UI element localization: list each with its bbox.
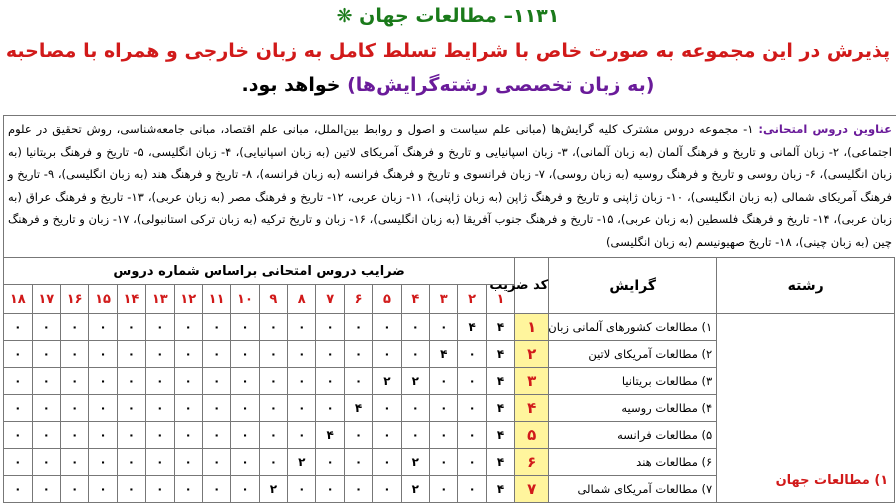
coefficient-cell-7: ۰	[316, 449, 344, 476]
coefficient-cell-11: ۰	[202, 422, 230, 449]
coefficient-cell-4: ۰	[401, 341, 429, 368]
coefficient-cell-2: ۰	[458, 341, 486, 368]
coefficient-cell-15: ۰	[89, 422, 117, 449]
coefficient-code: ۱	[515, 314, 549, 341]
coefficients-table	[3, 257, 895, 503]
coefficient-cell-9: ۰	[259, 395, 287, 422]
coefficient-cell-12: ۰	[174, 449, 202, 476]
coefficient-cell-7: ۰	[316, 314, 344, 341]
coefficient-cell-1: ۴	[486, 314, 514, 341]
coefficient-cell-3: ۰	[430, 395, 458, 422]
header-specialization: گرایش	[549, 258, 717, 314]
coefficient-cell-9: ۰	[259, 422, 287, 449]
coefficient-cell-16: ۰	[60, 341, 88, 368]
coefficient-cell-9: ۰	[259, 368, 287, 395]
coefficient-cell-8: ۰	[288, 341, 316, 368]
coefficient-cell-14: ۰	[117, 422, 145, 449]
coefficient-cell-17: ۰	[32, 422, 60, 449]
coefficient-cell-5: ۰	[373, 314, 401, 341]
coefficient-cell-18: ۰	[4, 341, 33, 368]
coefficient-cell-10: ۰	[231, 341, 259, 368]
coefficient-cell-9: ۰	[259, 449, 287, 476]
coefficient-cell-7: ۰	[316, 395, 344, 422]
coefficient-cell-12: ۰	[174, 341, 202, 368]
course-number-3: ۳	[430, 285, 458, 314]
coefficient-cell-8: ۰	[288, 368, 316, 395]
course-number-16: ۱۶	[60, 285, 88, 314]
coefficient-code: ۴	[515, 395, 549, 422]
admission-note-black: خواهد بود.	[241, 74, 341, 96]
coefficient-cell-6: ۰	[344, 449, 372, 476]
coefficient-cell-7: ۰	[316, 341, 344, 368]
coefficient-code: ۳	[515, 368, 549, 395]
coefficient-cell-2: ۴	[458, 314, 486, 341]
coefficient-cell-18: ۰	[4, 422, 33, 449]
page-title: ۱۱۳۱– مطالعات جهان ❋	[336, 5, 560, 27]
coefficient-cell-5: ۲	[373, 368, 401, 395]
coefficient-cell-11: ۰	[202, 449, 230, 476]
coefficient-cell-4: ۰	[401, 422, 429, 449]
coefficient-cell-11: ۰	[202, 476, 230, 503]
coefficient-cell-12: ۰	[174, 368, 202, 395]
course-number-12: ۱۲	[174, 285, 202, 314]
coefficient-cell-9: ۰	[259, 314, 287, 341]
course-number-8: ۸	[288, 285, 316, 314]
coefficient-cell-12: ۰	[174, 422, 202, 449]
specialization-name: ۲) مطالعات آمریکای لاتین	[549, 341, 717, 368]
specialization-name: ۴) مطالعات روسیه	[549, 395, 717, 422]
coefficient-code: ۶	[515, 449, 549, 476]
course-number-5: ۵	[373, 285, 401, 314]
course-number-7: ۷	[316, 285, 344, 314]
coefficient-cell-6: ۰	[344, 368, 372, 395]
admission-note-purple: (به زبان تخصصی رشته‌گرایش‌ها)	[347, 74, 655, 96]
coefficient-cell-1: ۴	[486, 422, 514, 449]
coefficient-cell-11: ۰	[202, 368, 230, 395]
coefficient-cell-17: ۰	[32, 314, 60, 341]
coefficient-cell-6: ۰	[344, 341, 372, 368]
coefficient-cell-8: ۰	[288, 476, 316, 503]
coefficient-cell-15: ۰	[89, 314, 117, 341]
coefficient-cell-6: ۰	[344, 422, 372, 449]
coefficient-cell-2: ۰	[458, 476, 486, 503]
admission-note	[4, 34, 892, 102]
coefficient-cell-4: ۰	[401, 314, 429, 341]
coefficient-cell-17: ۰	[32, 395, 60, 422]
course-number-6: ۶	[344, 285, 372, 314]
exam-subjects-box	[3, 115, 896, 258]
coefficient-cell-4: ۲	[401, 449, 429, 476]
coefficient-cell-16: ۰	[60, 368, 88, 395]
coefficient-cell-13: ۰	[146, 476, 174, 503]
coefficient-cell-3: ۴	[430, 341, 458, 368]
coefficient-cell-14: ۰	[117, 314, 145, 341]
coefficient-cell-10: ۰	[231, 449, 259, 476]
coefficient-cell-8: ۰	[288, 395, 316, 422]
coefficient-cell-18: ۰	[4, 476, 33, 503]
coefficient-cell-10: ۰	[231, 314, 259, 341]
course-number-14: ۱۴	[117, 285, 145, 314]
coefficient-cell-18: ۰	[4, 449, 33, 476]
table-row	[4, 314, 895, 341]
coefficient-cell-4: ۲	[401, 368, 429, 395]
coefficient-cell-16: ۰	[60, 314, 88, 341]
coefficient-cell-13: ۰	[146, 395, 174, 422]
coefficient-code: ۲	[515, 341, 549, 368]
coefficient-cell-13: ۰	[146, 449, 174, 476]
coefficient-cell-1: ۴	[486, 449, 514, 476]
course-number-13: ۱۳	[146, 285, 174, 314]
table-body	[4, 314, 895, 503]
coefficient-cell-14: ۰	[117, 368, 145, 395]
course-number-1: ۱	[486, 285, 514, 314]
coefficient-cell-2: ۰	[458, 368, 486, 395]
coefficient-cell-18: ۰	[4, 368, 33, 395]
coefficient-cell-13: ۰	[146, 314, 174, 341]
coefficient-cell-16: ۰	[60, 476, 88, 503]
coefficient-cell-8: ۲	[288, 449, 316, 476]
course-number-17: ۱۷	[32, 285, 60, 314]
coefficient-cell-12: ۰	[174, 395, 202, 422]
coefficient-cell-15: ۰	[89, 368, 117, 395]
coefficient-cell-1: ۴	[486, 476, 514, 503]
coefficient-cell-10: ۰	[231, 476, 259, 503]
coefficient-cell-17: ۰	[32, 449, 60, 476]
coefficient-cell-5: ۰	[373, 341, 401, 368]
coefficient-cell-11: ۰	[202, 341, 230, 368]
coefficient-cell-1: ۴	[486, 341, 514, 368]
specialization-name: ۱) مطالعات کشورهای آلمانی زبان	[549, 314, 717, 341]
coefficient-cell-12: ۰	[174, 314, 202, 341]
course-number-10: ۱۰	[231, 285, 259, 314]
coefficient-cell-16: ۰	[60, 395, 88, 422]
coefficient-cell-16: ۰	[60, 422, 88, 449]
course-number-9: ۹	[259, 285, 287, 314]
coefficient-cell-2: ۰	[458, 395, 486, 422]
coefficient-cell-9: ۲	[259, 476, 287, 503]
coefficient-cell-12: ۰	[174, 476, 202, 503]
coefficient-cell-14: ۰	[117, 341, 145, 368]
coefficient-cell-18: ۰	[4, 395, 33, 422]
coefficient-cell-10: ۰	[231, 395, 259, 422]
coefficient-cell-3: ۰	[430, 422, 458, 449]
coefficient-cell-3: ۰	[430, 314, 458, 341]
course-number-18: ۱۸	[4, 285, 33, 314]
admission-note-red: پذیرش در این مجموعه به صورت خاص با شرایط تسلط کامل به زبان خارجی و همراه با مصاحبه	[5, 40, 891, 62]
coefficient-cell-9: ۰	[259, 341, 287, 368]
coefficient-cell-3: ۰	[430, 368, 458, 395]
coefficient-code: ۷	[515, 476, 549, 503]
coefficient-cell-6: ۰	[344, 476, 372, 503]
coefficient-cell-6: ۰	[344, 314, 372, 341]
course-number-15: ۱۵	[89, 285, 117, 314]
coefficient-cell-5: ۰	[373, 476, 401, 503]
coefficient-cell-5: ۰	[373, 422, 401, 449]
coefficient-cell-17: ۰	[32, 476, 60, 503]
coefficient-cell-10: ۰	[231, 368, 259, 395]
specialization-name: ۷) مطالعات آمریکای شمالی	[549, 476, 717, 503]
course-number-2: ۲	[458, 285, 486, 314]
header-field: رشته	[717, 258, 895, 314]
coefficient-code: ۵	[515, 422, 549, 449]
coefficient-cell-15: ۰	[89, 341, 117, 368]
specialization-name: ۵) مطالعات فرانسه	[549, 422, 717, 449]
coefficient-cell-10: ۰	[231, 422, 259, 449]
course-number-4: ۴	[401, 285, 429, 314]
coefficient-cell-2: ۰	[458, 422, 486, 449]
coefficient-cell-7: ۴	[316, 422, 344, 449]
specialization-name: ۳) مطالعات بریتانیا	[549, 368, 717, 395]
coefficient-cell-4: ۰	[401, 395, 429, 422]
coefficient-cell-6: ۴	[344, 395, 372, 422]
coefficient-cell-14: ۰	[117, 449, 145, 476]
coefficient-cell-7: ۰	[316, 368, 344, 395]
exam-subjects-text: ۱- مجموعه دروس مشترک کلیه گرایش‌ها (مبانی علم سیاست و اصول و روابط بین‌الملل، مبانی علم اقتصاد، مبانی جامعه‌شناسی، روش تحقیق در علوم اجتماعی)، ۲- زبان آلمانی و تاریخ و فرهنگ آلمان (به زبان آلمانی)، ۳- زبان اسپانیایی و تاریخ و فرهنگ آمریکای لاتین (به زبان اسپانیایی)، ۴- زبان انگلیسی، ۵- تاریخ و فرهنگ بریتانیا (به زبان انگلیسی)، ۶- زبان روسی و تاریخ و فرهنگ روسیه (به زبان روسی)، ۷- زبان فرانسوی و تاریخ و فرهنگ فرانسه (به زبان فرانسه)، ۸- تاریخ و فرهنگ هند (به زبان انگلیسی)، ۹- تاریخ و فرهنگ آمریکای شمالی (به زبان انگلیسی)، ۱۰- زبان ژاپنی و تاریخ و فرهنگ ژاپن (به زبان ژاپنی)، ۱۱- زبان عربی، ۱۲- تاریخ و فرهنگ مصر (به زبان عربی)، ۱۳- تاریخ و فرهنگ عراق (به زبان عربی)، ۱۴- تاریخ و فرهنگ فلسطین (به زبان عربی)، ۱۵- تاریخ و فرهنگ جنوب آفریقا (به زبان انگلیسی)، ۱۶- زبان و تاریخ ترکیه (به زبان ترکی استانبولی)، ۱۷- زبان و تاریخ و فرهنگ چین (به زبان چینی)، ۱۸- تاریخ صهیونیسم (به زبان انگلیسی)	[8, 122, 892, 249]
course-number-11: ۱۱	[202, 285, 230, 314]
coefficient-cell-17: ۰	[32, 368, 60, 395]
coefficient-cell-13: ۰	[146, 422, 174, 449]
coefficient-cell-16: ۰	[60, 449, 88, 476]
coefficient-cell-14: ۰	[117, 476, 145, 503]
coefficient-cell-1: ۴	[486, 395, 514, 422]
coefficient-cell-15: ۰	[89, 395, 117, 422]
coefficient-cell-8: ۰	[288, 422, 316, 449]
coefficient-cell-15: ۰	[89, 476, 117, 503]
coefficient-cell-8: ۰	[288, 314, 316, 341]
exam-subjects-heading: عناوین دروس امتحانی:	[758, 122, 892, 136]
coefficient-cell-14: ۰	[117, 395, 145, 422]
coefficient-cell-11: ۰	[202, 314, 230, 341]
coefficient-cell-11: ۰	[202, 395, 230, 422]
header-coefficients: ضرایب دروس امتحانی براساس شماره دروس	[4, 258, 515, 285]
coefficient-cell-2: ۰	[458, 449, 486, 476]
coefficient-cell-3: ۰	[430, 449, 458, 476]
coefficient-cell-13: ۰	[146, 341, 174, 368]
specialization-name: ۶) مطالعات هند	[549, 449, 717, 476]
coefficient-cell-3: ۰	[430, 476, 458, 503]
coefficient-cell-15: ۰	[89, 449, 117, 476]
coefficient-cell-13: ۰	[146, 368, 174, 395]
coefficient-cell-5: ۰	[373, 395, 401, 422]
coefficient-cell-1: ۴	[486, 368, 514, 395]
coefficient-cell-5: ۰	[373, 449, 401, 476]
coefficient-cell-18: ۰	[4, 314, 33, 341]
coefficient-cell-17: ۰	[32, 341, 60, 368]
field-name: ۱) مطالعات جهان	[717, 314, 895, 503]
coefficient-cell-7: ۰	[316, 476, 344, 503]
header-code: کد ضریب	[515, 258, 549, 314]
coefficient-cell-4: ۲	[401, 476, 429, 503]
